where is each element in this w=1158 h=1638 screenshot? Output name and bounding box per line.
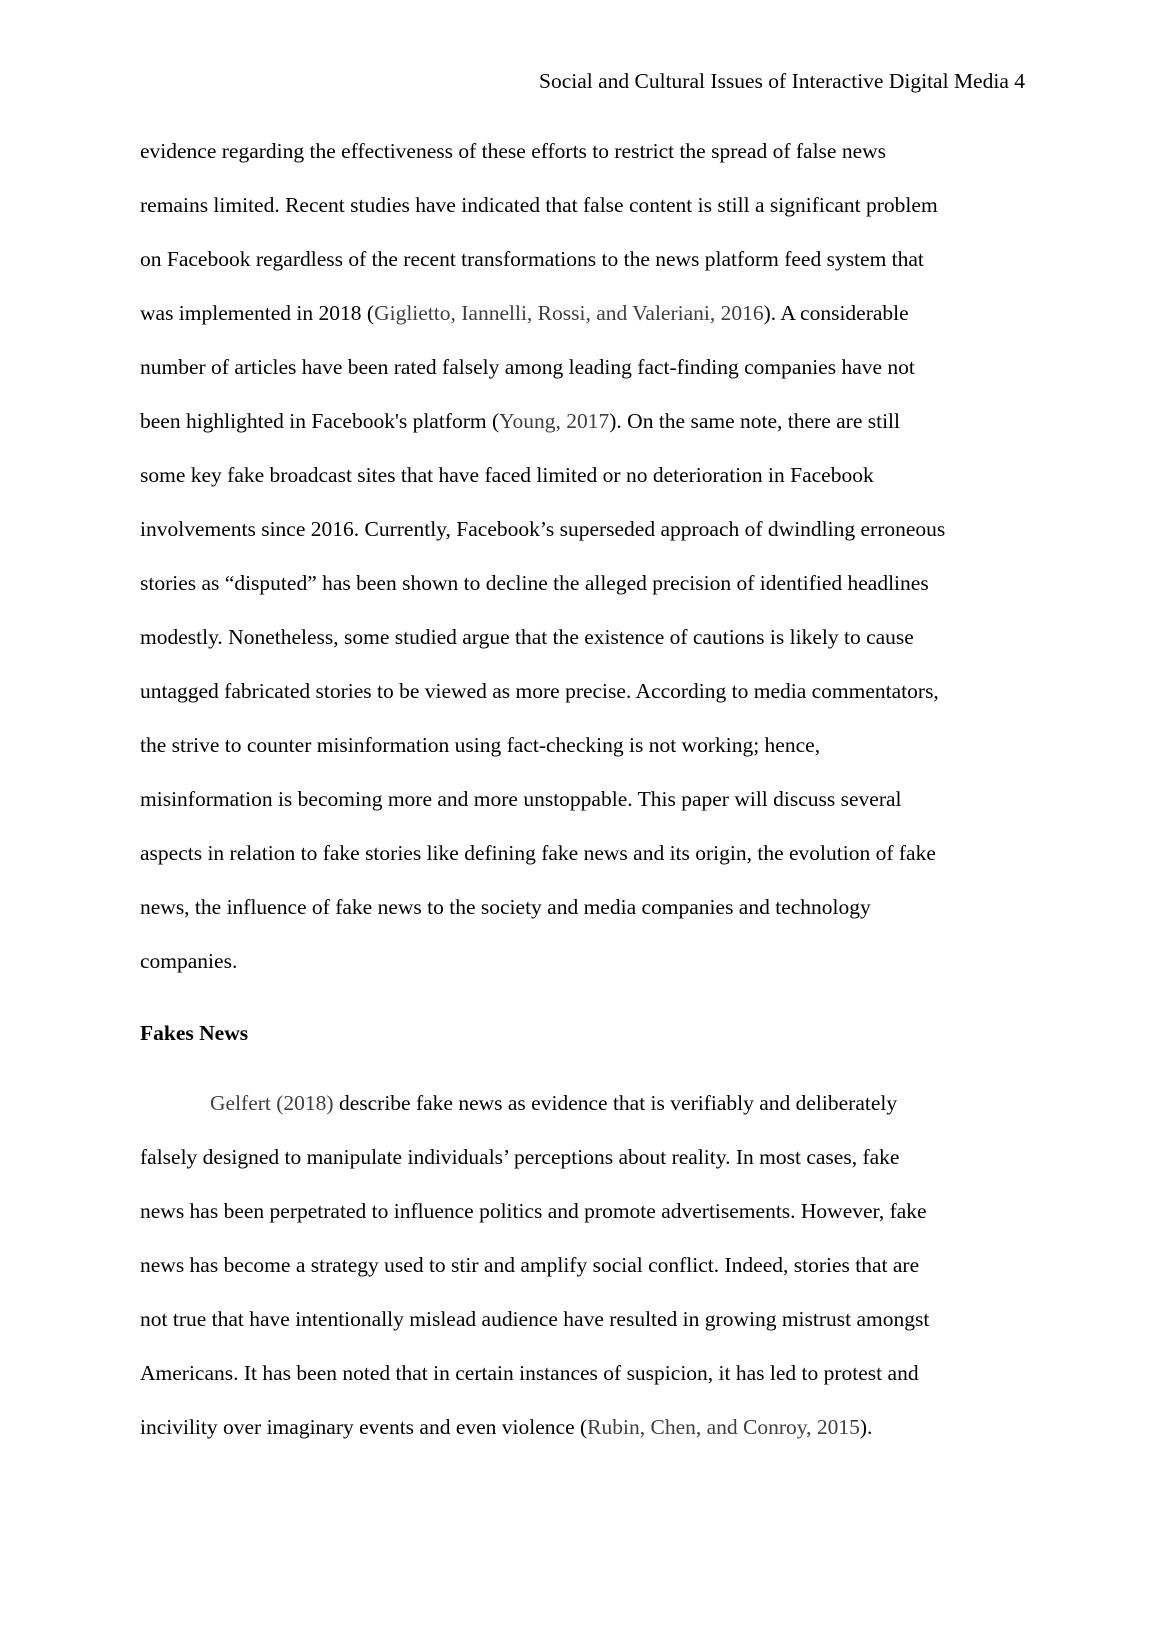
text-line: some key fake broadcast sites that have faced limited or no deterioration in Facebook <box>140 463 874 487</box>
text-line: modestly. Nonetheless, some studied argue that the existence of cautions is likely to cause <box>140 625 914 649</box>
text-line: news has become a strategy used to stir and amplify social conflict. Indeed, stories that are <box>140 1253 920 1277</box>
text-segment: describe fake news as evidence that is verifiably and deliberately <box>333 1091 898 1115</box>
text-line: not true that have intentionally mislead audience have resulted in growing mistrust amongst <box>140 1307 930 1331</box>
text-line: aspects in relation to fake stories like defining fake news and its origin, the evolution of fake <box>140 841 936 865</box>
citation-rubin: Rubin, Chen, and Conroy, 2015 <box>587 1415 860 1439</box>
text-line: number of articles have been rated falsely among leading fact-finding companies have not <box>140 355 915 379</box>
text-segment: ). On the same note, there are still <box>609 409 901 433</box>
text-segment: ). <box>859 1415 873 1439</box>
text-line: the strive to counter misinformation using fact-checking is not working; hence, <box>140 733 821 757</box>
body-text <box>140 136 1024 1466</box>
section-heading: Fakes News <box>140 1021 249 1045</box>
text-line <box>140 1088 1024 1142</box>
text-line: remains limited. Recent studies have indicated that false content is still a significant problem <box>140 193 938 217</box>
text-line: news, the influence of fake news to the society and media companies and technology <box>140 895 871 919</box>
text-segment: ). A considerable <box>763 301 909 325</box>
citation-young: Young, 2017 <box>499 409 610 433</box>
text-line: falsely designed to manipulate individuals’ perceptions about reality. In most cases, fake <box>140 1145 900 1169</box>
text-line: evidence regarding the effectiveness of these efforts to restrict the spread of false news <box>140 139 887 163</box>
text-segment: been highlighted in Facebook's platform ( <box>140 409 500 433</box>
text-line: Americans. It has been noted that in certain instances of suspicion, it has led to protest and <box>140 1361 919 1385</box>
citation-giglietto: Giglietto, Iannelli, Rossi, and Valeriani, 2016 <box>374 301 764 325</box>
text-line <box>140 298 1024 352</box>
text-line <box>140 406 1024 460</box>
text-line: misinformation is becoming more and more unstoppable. This paper will discuss several <box>140 787 902 811</box>
text-line <box>140 1412 1024 1466</box>
text-line: companies. <box>140 949 238 973</box>
text-segment: incivility over imaginary events and even violence ( <box>140 1415 588 1439</box>
citation-gelfert: Gelfert (2018) <box>210 1091 334 1115</box>
text-line: news has been perpetrated to influence politics and promote advertisements. However, fake <box>140 1199 927 1223</box>
text-line: involvements since 2016. Currently, Facebook’s superseded approach of dwindling erroneous <box>140 517 946 541</box>
text-line: stories as “disputed” has been shown to decline the alleged precision of identified headlines <box>140 571 929 595</box>
text-line: untagged fabricated stories to be viewed as more precise. According to media commentators, <box>140 679 939 703</box>
text-segment: was implemented in 2018 ( <box>140 301 375 325</box>
paragraph-intro-continued <box>140 136 1024 1000</box>
paragraph-fake-news <box>140 1088 1024 1466</box>
text-line: on Facebook regardless of the recent transformations to the news platform feed system that <box>140 247 924 271</box>
running-head: Social and Cultural Issues of Interactive Digital Media 4 <box>538 69 1025 93</box>
